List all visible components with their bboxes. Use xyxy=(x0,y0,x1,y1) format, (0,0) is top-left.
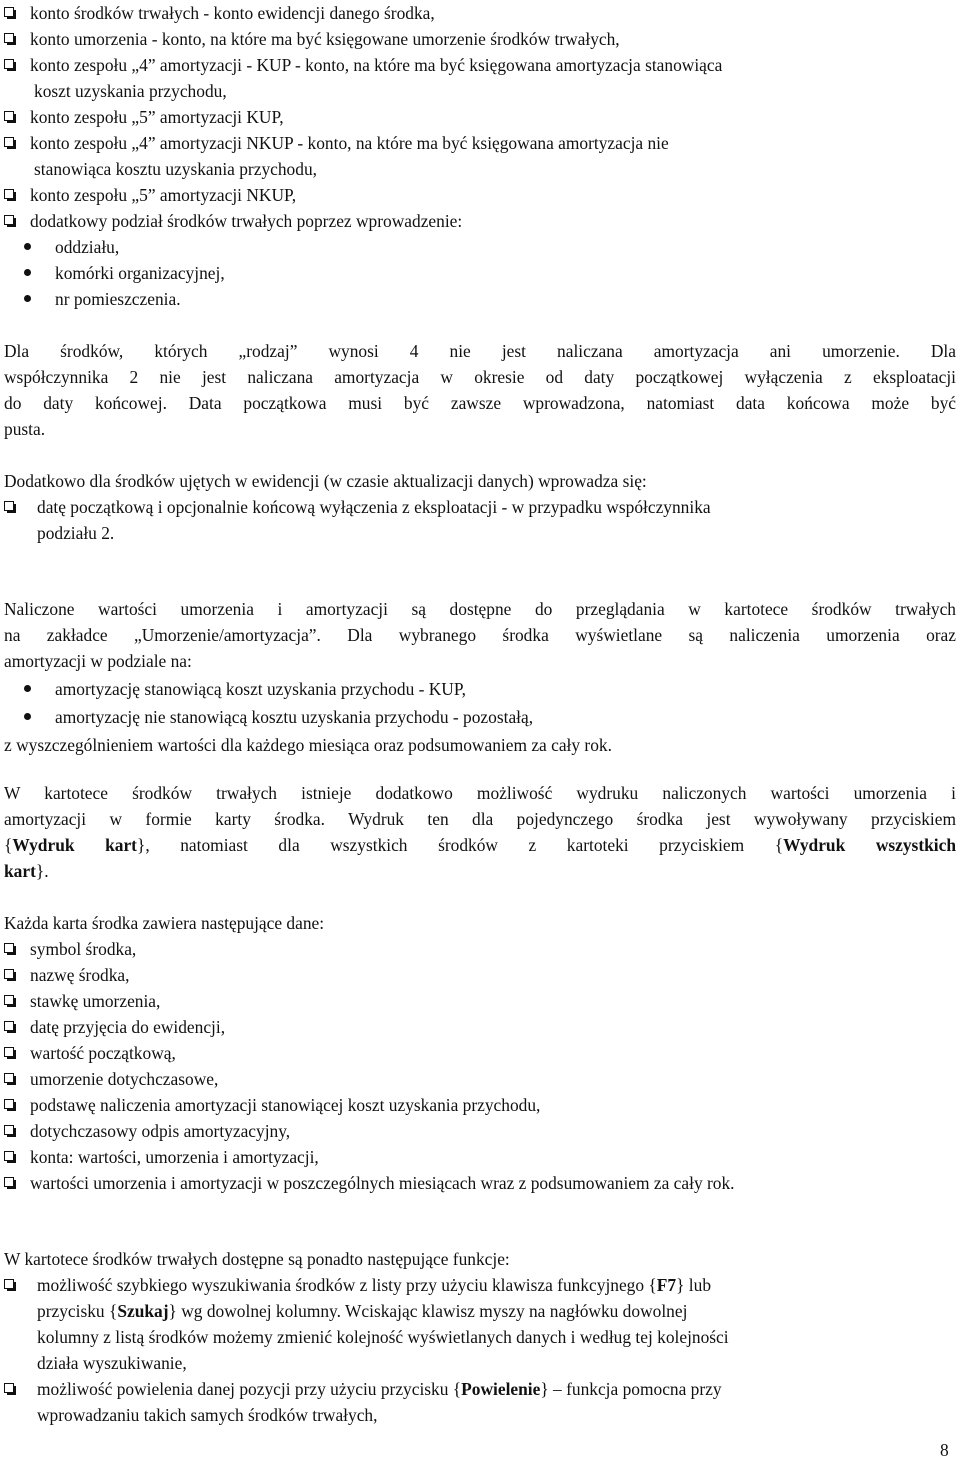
button-name-wydruk-wszystkich: Wydruk wszystkich xyxy=(783,835,957,855)
checkbox-bullet-icon xyxy=(4,1383,14,1393)
sub-list-item: amortyzację nie stanowiącą kosztu uzyskania przychodu - pozostałą, xyxy=(55,707,534,727)
paragraph-line: pusta. xyxy=(4,419,46,439)
bullet-dot-icon xyxy=(24,269,31,276)
sub-list-item: nr pomieszczenia. xyxy=(55,289,181,309)
list-item: możliwość szybkiego wyszukiwania środków z listy przy użyciu klawisza funkcyjnego {F7} lub xyxy=(37,1275,712,1295)
checkbox-bullet-icon xyxy=(4,1099,14,1109)
list-item-continuation: wprowadzaniu takich samych środków trwałych, xyxy=(37,1405,378,1425)
list-item: konto umorzenia - konto, na które ma być księgowane umorzenie środków trwałych, xyxy=(30,29,620,49)
checkbox-bullet-icon xyxy=(4,969,14,979)
list-item-continuation: podziału 2. xyxy=(37,523,115,543)
checkbox-bullet-icon xyxy=(4,1021,14,1031)
checkbox-bullet-icon xyxy=(4,215,14,225)
list-item: konto zespołu „5” amortyzacji NKUP, xyxy=(30,185,297,205)
list-item-continuation: przycisku {Szukaj} wg dowolnej kolumny. Wciskając klawisz myszy na nagłówku dowolnej xyxy=(37,1301,688,1321)
paragraph-line: kart}. xyxy=(4,861,49,881)
paragraph-line: do daty końcowej. Data początkowa musi być zawsze wprowadzona, natomiast data końcowa może być xyxy=(4,393,956,413)
list-item: dotychczasowy odpis amortyzacyjny, xyxy=(30,1121,291,1141)
checkbox-bullet-icon xyxy=(4,1047,14,1057)
checkbox-bullet-icon xyxy=(4,1177,14,1187)
list-item: stawkę umorzenia, xyxy=(30,991,161,1011)
button-name-szukaj: Szukaj xyxy=(117,1301,169,1321)
checkbox-bullet-icon xyxy=(4,943,14,953)
paragraph-line: amortyzacji w formie karty środka. Wydruk ten dla pojedynczego środka jest wywoływany przyciskiem xyxy=(4,809,956,829)
list-item: podstawę naliczenia amortyzacji stanowiącej koszt uzyskania przychodu, xyxy=(30,1095,541,1115)
list-item: konto środków trwałych - konto ewidencji danego środka, xyxy=(30,3,435,23)
list-item: wartość początkową, xyxy=(30,1043,176,1063)
paragraph-line: współczynnika 2 nie jest naliczana amortyzacja w okresie od daty początkowej wyłączenia z eksploatacji xyxy=(4,367,956,387)
checkbox-bullet-icon xyxy=(4,1073,14,1083)
list-item-continuation: kolumny z listą środków możemy zmienić kolejność wyświetlanych danych i według tej kolejności xyxy=(37,1327,729,1347)
paragraph-line: amortyzacji w podziale na: xyxy=(4,651,192,671)
list-item-continuation: działa wyszukiwanie, xyxy=(37,1353,187,1373)
list-item: datę początkową i opcjonalnie końcową wyłączenia z eksploatacji - w przypadku współczynnika xyxy=(37,497,711,517)
key-name-f7: F7 xyxy=(656,1275,677,1295)
checkbox-bullet-icon xyxy=(4,33,14,43)
sub-list-item: oddziału, xyxy=(55,237,120,257)
bullet-dot-icon xyxy=(24,685,31,692)
checkbox-bullet-icon xyxy=(4,1151,14,1161)
list-item: datę przyjęcia do ewidencji, xyxy=(30,1017,226,1037)
paragraph-line: z wyszczególnieniem wartości dla każdego miesiąca oraz podsumowaniem za cały rok. xyxy=(4,735,612,755)
paragraph-line: Dla środków, których „rodzaj” wynosi 4 nie jest naliczana amortyzacja ani umorzenie. Dla xyxy=(4,341,956,361)
checkbox-bullet-icon xyxy=(4,111,14,121)
bullet-dot-icon xyxy=(24,295,31,302)
list-item-continuation: koszt uzyskania przychodu, xyxy=(34,81,227,101)
list-item: symbol środka, xyxy=(30,939,137,959)
paragraph-line: Naliczone wartości umorzenia i amortyzacji są dostępne do przeglądania w kartotece środków trwałych xyxy=(4,599,956,619)
checkbox-bullet-icon xyxy=(4,501,14,511)
page-number: 8 xyxy=(940,1440,949,1460)
checkbox-bullet-icon xyxy=(4,59,14,69)
list-item: możliwość powielenia danej pozycji przy użyciu przycisku {Powielenie} – funkcja pomocna przy xyxy=(37,1379,722,1399)
list-item: wartości umorzenia i amortyzacji w poszczególnych miesiącach wraz z podsumowaniem za cały rok. xyxy=(30,1173,735,1193)
sub-list-item: amortyzację stanowiącą koszt uzyskania przychodu - KUP, xyxy=(55,679,466,699)
checkbox-bullet-icon xyxy=(4,1125,14,1135)
list-item: umorzenie dotychczasowe, xyxy=(30,1069,219,1089)
button-name-wydruk-kart: Wydruk kart xyxy=(12,835,137,855)
paragraph-line: W kartotece środków trwałych istnieje dodatkowo możliwość wydruku naliczonych wartości umorzenia i xyxy=(4,783,956,803)
checkbox-bullet-icon xyxy=(4,137,14,147)
sub-list-item: komórki organizacyjnej, xyxy=(55,263,225,283)
paragraph-line: na zakładce „Umorzenie/amortyzacja”. Dla wybranego środka wyświetlane są naliczenia umorzenia oraz xyxy=(4,625,956,645)
list-item: dodatkowy podział środków trwałych poprzez wprowadzenie: xyxy=(30,211,463,231)
list-item: konta: wartości, umorzenia i amortyzacji, xyxy=(30,1147,319,1167)
bullet-dot-icon xyxy=(24,713,31,720)
paragraph-line: Każda karta środka zawiera następujące dane: xyxy=(4,913,325,933)
paragraph-line: {Wydruk kart}, natomiast dla wszystkich środków z kartoteki przyciskiem {Wydruk wszystkich xyxy=(4,835,957,855)
list-item: konto zespołu „4” amortyzacji NKUP - konto, na które ma być księgowana amortyzacja nie xyxy=(30,133,669,153)
checkbox-bullet-icon xyxy=(4,189,14,199)
list-item: konto zespołu „5” amortyzacji KUP, xyxy=(30,107,284,127)
paragraph-line: W kartotece środków trwałych dostępne są ponadto następujące funkcje: xyxy=(4,1249,510,1269)
paragraph-line: Dodatkowo dla środków ujętych w ewidencji (w czasie aktualizacji danych) wprowadza się: xyxy=(4,471,647,491)
checkbox-bullet-icon xyxy=(4,7,14,17)
list-item-continuation: stanowiąca kosztu uzyskania przychodu, xyxy=(34,159,317,179)
bullet-dot-icon xyxy=(24,243,31,250)
button-name-powielenie: Powielenie xyxy=(461,1379,541,1399)
list-item: nazwę środka, xyxy=(30,965,130,985)
checkbox-bullet-icon xyxy=(4,995,14,1005)
checkbox-bullet-icon xyxy=(4,1279,14,1289)
list-item: konto zespołu „4” amortyzacji - KUP - konto, na które ma być księgowana amortyzacja stanowiąca xyxy=(30,55,723,75)
